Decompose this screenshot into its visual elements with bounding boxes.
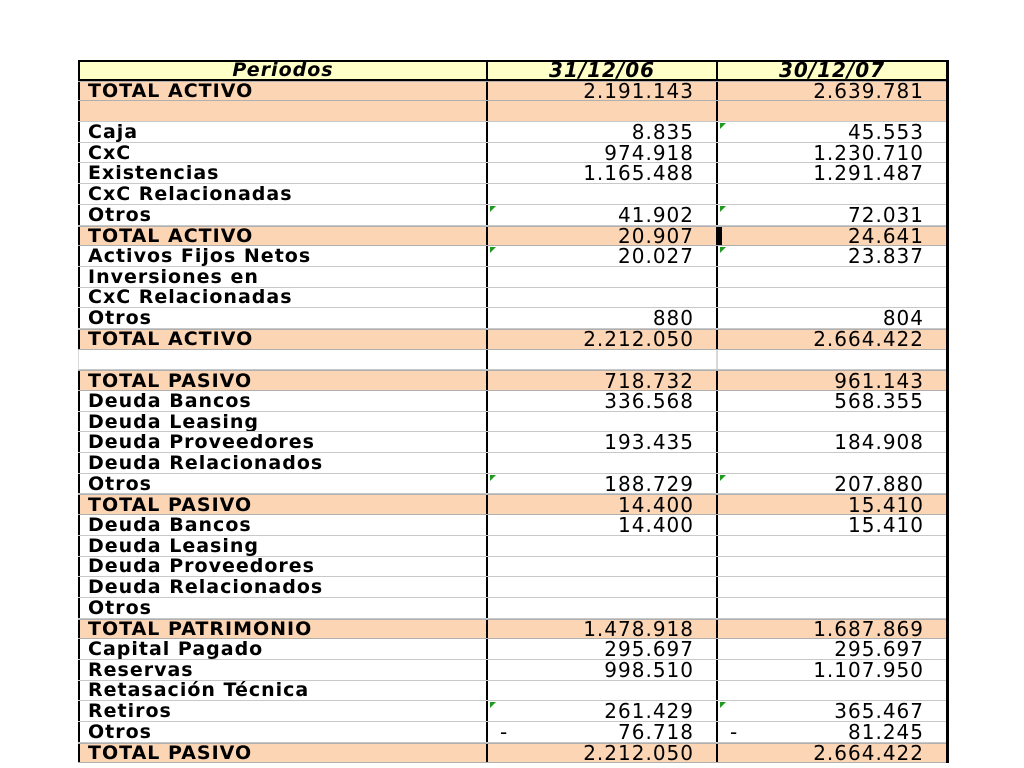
row-label[interactable]: Caja [78,122,488,142]
row-label[interactable]: Retasación Técnica [78,681,488,701]
cell-2006[interactable] [488,412,718,432]
row-label[interactable]: CxC [78,143,488,163]
cell-2006[interactable] [488,101,718,121]
cell-2007[interactable] [718,660,946,680]
total-row [78,81,946,102]
cell-2007[interactable] [718,122,946,142]
row-label[interactable]: CxC Relacionadas [78,184,488,204]
total-row [78,329,946,350]
row-label[interactable]: Deuda Proveedores [78,432,488,452]
cell-value: 365.467 [834,701,924,721]
balance-sheet-table [78,60,949,763]
row-label[interactable]: Otros [78,205,488,225]
row-label[interactable]: Deuda Leasing [78,536,488,556]
cell-value: 295.697 [604,639,694,659]
cell-2007[interactable] [718,515,946,535]
row-label[interactable]: Otros [78,474,488,494]
header-periodos: Periodos [78,62,488,79]
cell-2006[interactable] [488,598,718,618]
cell-2006[interactable] [488,432,718,452]
cell-2007[interactable] [718,453,946,473]
cell-value: 880 [652,308,694,328]
cell-2006[interactable] [488,577,718,597]
total-row [78,226,946,247]
cell-value: 2.639.781 [813,81,924,101]
cell-2006[interactable] [488,557,718,577]
cell-value: 804 [882,308,924,328]
comment-marker-icon[interactable] [720,475,726,481]
row-label[interactable] [78,101,488,121]
cell-2006[interactable] [488,701,718,721]
table-row [78,577,946,598]
cell-2007[interactable] [718,82,946,101]
row-label[interactable]: Deuda Leasing [78,412,488,432]
table-row [78,308,946,329]
cell-2007[interactable] [718,308,946,328]
total-row [78,494,946,515]
table-row [78,536,946,557]
row-label[interactable] [78,350,488,370]
row-label[interactable]: Retiros [78,701,488,721]
cell-2006[interactable] [488,744,718,763]
cell-value: 2.212.050 [583,329,694,349]
cell-value: 81.245 [848,722,924,742]
table-row [78,639,946,660]
cell-value: 1.107.950 [813,659,924,680]
cell-2006[interactable] [488,205,718,225]
cell-2007[interactable] [718,184,946,204]
table-row [78,205,946,226]
cell-2006[interactable] [488,308,718,328]
cell-2007[interactable] [718,143,946,163]
cell-2006[interactable] [488,163,718,183]
cell-value: 14.400 [618,515,694,535]
cell-value: 20.907 [618,226,694,246]
row-label[interactable]: Inversiones en [78,267,488,287]
row-label[interactable]: TOTAL PATRIMONIO [78,620,488,639]
cell-2007[interactable] [718,371,946,390]
cell-2007[interactable] [718,577,946,597]
table-row [78,722,946,743]
cell-2007[interactable] [718,288,946,308]
row-label[interactable]: Deuda Relacionados [78,577,488,597]
cell-2007[interactable] [718,350,946,370]
table-row [78,598,946,619]
cell-value: 1.165.488 [583,163,694,184]
table-row [78,246,946,267]
cell-2007[interactable] [718,474,946,494]
cell-2007[interactable] [718,101,946,121]
comment-marker-icon[interactable] [490,206,496,212]
table-row [78,350,946,371]
table-row [78,660,946,681]
table-row [78,184,946,205]
cell-2006[interactable] [488,143,718,163]
cell-value: 1.291.487 [813,163,924,184]
total-row [78,370,946,391]
cell-2006[interactable] [488,681,718,701]
cell-value: 20.027 [618,246,694,266]
row-label[interactable]: Deuda Bancos [78,391,488,411]
row-label[interactable]: Otros [78,598,488,618]
cell-2007[interactable] [718,744,946,763]
cell-2006[interactable] [488,122,718,142]
cell-2007[interactable] [718,639,946,659]
table-row [78,412,946,433]
row-label[interactable]: Otros [78,308,488,328]
cell-value: 2.664.422 [813,329,924,349]
cell-2007[interactable] [718,412,946,432]
comment-marker-icon[interactable] [720,206,726,212]
cell-2007[interactable] [718,246,946,266]
cell-value: 974.918 [604,142,694,163]
row-label[interactable]: TOTAL PASIVO [78,371,488,390]
cell-value: 336.568 [604,391,694,411]
cell-2006[interactable] [488,227,718,246]
cell-2007[interactable] [718,722,946,742]
cell-value: 72.031 [848,204,924,225]
table-row [78,557,946,578]
comment-marker-icon[interactable] [490,247,496,253]
cell-2006[interactable] [488,82,718,101]
table-row [78,474,946,495]
row-label[interactable]: TOTAL ACTIVO [78,330,488,349]
cell-value: 1.478.918 [583,619,694,639]
cell-2007[interactable] [718,163,946,183]
cell-2006[interactable] [488,371,718,390]
cell-2006[interactable] [488,330,718,349]
cell-2006[interactable] [488,536,718,556]
cell-value: 188.729 [604,473,694,494]
cell-2007[interactable] [718,557,946,577]
cell-value: 2.664.422 [813,743,924,763]
cell-value: 8.835 [631,122,694,142]
row-label[interactable]: TOTAL PASIVO [78,495,488,514]
cell-value: 295.697 [834,639,924,659]
cell-value: 193.435 [604,432,694,453]
table-row [78,143,946,164]
cell-2006[interactable] [488,391,718,411]
table-row [78,101,946,122]
table-body [78,81,946,764]
cell-value: 2.191.143 [583,81,694,101]
table-row [78,391,946,412]
row-label[interactable]: TOTAL ACTIVO [78,82,488,101]
cell-value: 15.410 [848,515,924,535]
comment-marker-icon[interactable] [720,702,726,708]
header-col-2007: 30/12/07 [778,62,886,79]
cell-value: 998.510 [604,659,694,680]
cell-2006[interactable] [488,184,718,204]
cell-2006[interactable] [488,620,718,639]
cell-2006[interactable] [488,639,718,659]
table-row [78,453,946,474]
cell-value: 2.212.050 [583,743,694,763]
negative-sign: - [500,722,509,742]
cell-2007[interactable] [718,701,946,721]
cell-value: 184.908 [834,432,924,453]
cell-value: 23.837 [848,246,924,266]
cell-2007[interactable] [718,620,946,639]
row-label[interactable]: Deuda Relacionados [78,453,488,473]
table-row [78,681,946,702]
table-row [78,432,946,453]
cell-2007[interactable] [718,681,946,701]
row-label[interactable]: Deuda Bancos [78,515,488,535]
header-col-2006: 31/12/06 [488,62,718,79]
cell-2007[interactable] [718,330,946,349]
row-label[interactable]: CxC Relacionadas [78,288,488,308]
row-label[interactable]: Otros [78,722,488,742]
row-label[interactable]: TOTAL PASIVO [78,744,488,763]
negative-sign: - [730,722,739,742]
cell-2006[interactable] [488,722,718,742]
table-row [78,267,946,288]
cell-value: 718.732 [604,371,694,390]
total-row [78,743,946,764]
cell-value: 45.553 [848,122,924,142]
cell-value: 15.410 [848,495,924,515]
table-row [78,515,946,536]
cell-value: 24.641 [848,226,924,246]
row-label[interactable]: TOTAL ACTIVO [78,227,488,246]
table-row [78,288,946,309]
cell-value: 76.718 [618,722,694,742]
cell-value: 961.143 [834,371,924,390]
cell-value: 1.687.869 [813,619,924,639]
comment-marker-icon[interactable] [490,702,496,708]
comment-marker-icon[interactable] [490,475,496,481]
table-row [78,701,946,722]
cell-2007[interactable] [718,227,946,246]
row-label[interactable]: Deuda Proveedores [78,557,488,577]
comment-marker-icon[interactable] [720,247,726,253]
cell-2006[interactable] [488,515,718,535]
cell-2006[interactable] [488,495,718,514]
cell-value: 41.902 [618,204,694,225]
cell-2006[interactable] [488,288,718,308]
cell-2007[interactable] [718,432,946,452]
cell-2006[interactable] [488,267,718,287]
header-row [78,60,946,81]
table-row [78,163,946,184]
cell-2007[interactable] [718,598,946,618]
cell-2006[interactable] [488,453,718,473]
cell-2007[interactable] [718,536,946,556]
cell-2006[interactable] [488,350,718,370]
cell-2007[interactable] [718,495,946,514]
cell-2007[interactable] [718,205,946,225]
cell-2007[interactable] [718,267,946,287]
cell-2006[interactable] [488,246,718,266]
comment-marker-icon[interactable] [720,123,726,129]
row-label[interactable]: Existencias [78,163,488,183]
cell-value: 207.880 [834,473,924,494]
cell-value: 568.355 [834,391,924,411]
cell-value: 261.429 [604,701,694,721]
cell-2007[interactable] [718,391,946,411]
cell-2006[interactable] [488,660,718,680]
table-row [78,122,946,143]
row-label[interactable]: Capital Pagado [78,639,488,659]
cell-value: 1.230.710 [813,142,924,163]
total-row [78,619,946,640]
cell-2006[interactable] [488,474,718,494]
cell-value: 14.400 [618,495,694,515]
row-label[interactable]: Activos Fijos Netos [78,246,488,266]
row-label[interactable]: Reservas [78,660,488,680]
